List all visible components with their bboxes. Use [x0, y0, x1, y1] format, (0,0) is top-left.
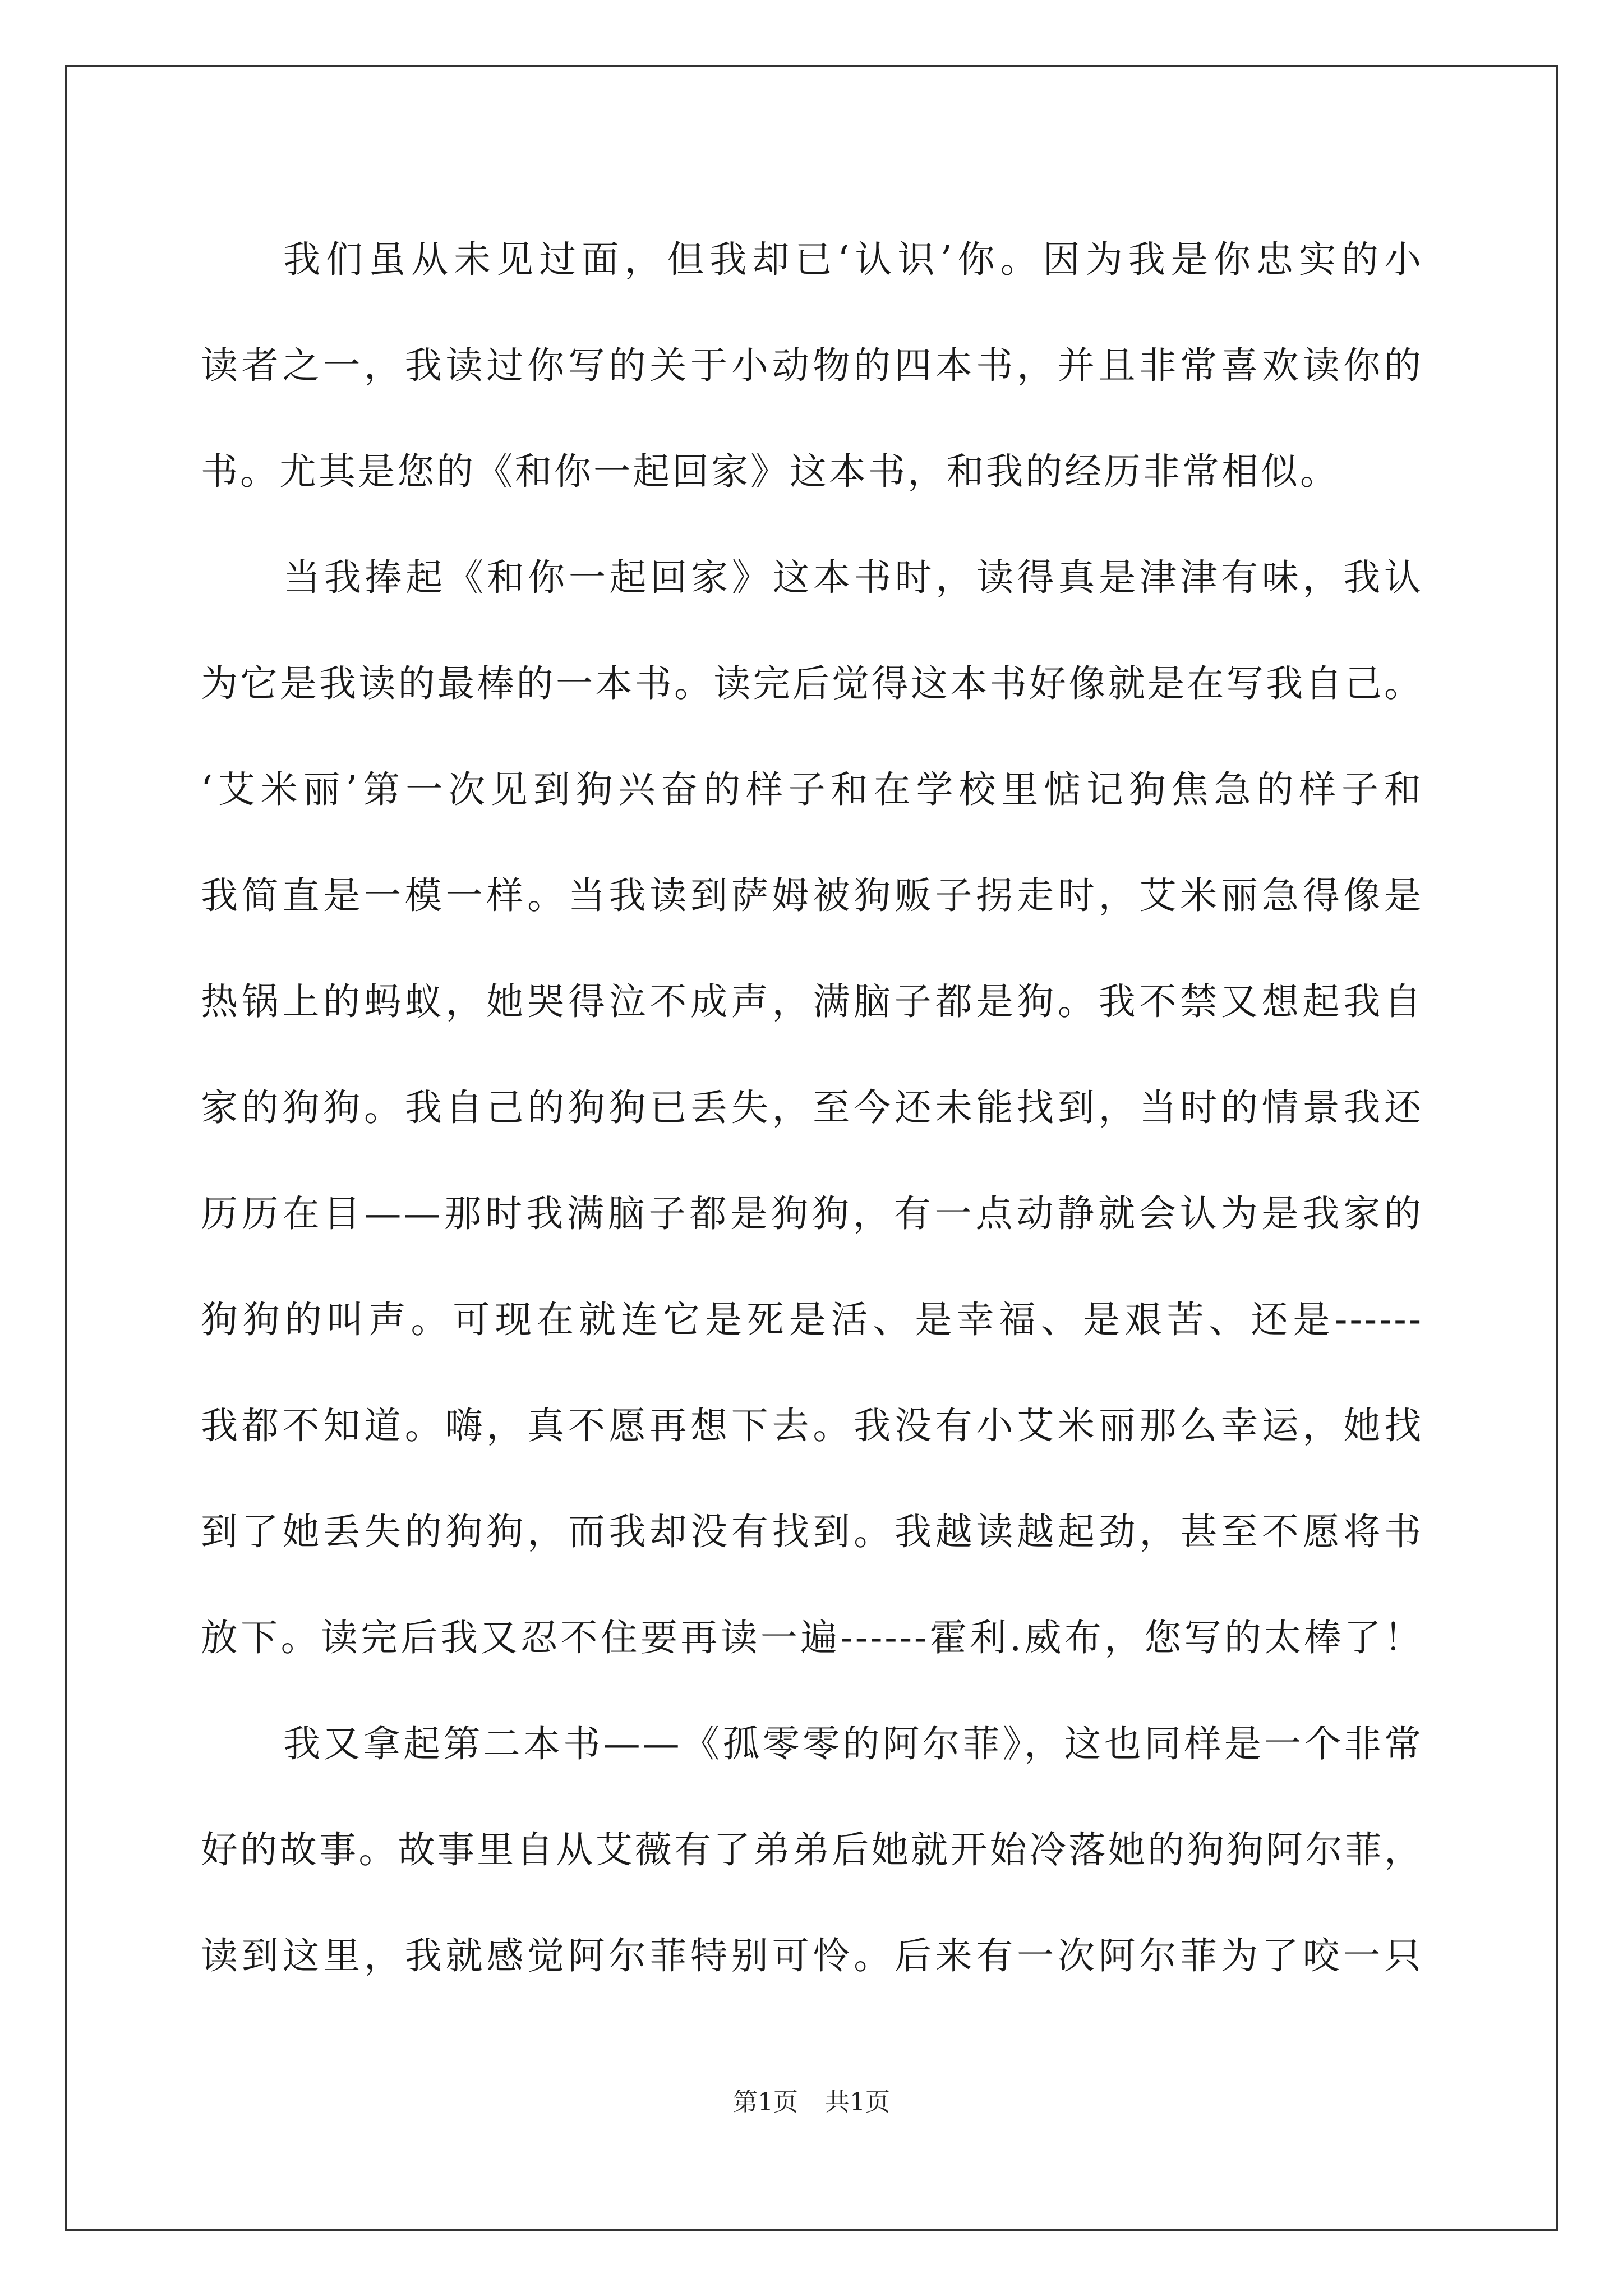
page-total: 共1页	[825, 2088, 890, 2116]
paragraph-3-line-1: 我又拿起第二本书——《孤零零的阿尔菲》，这也同样是一个非常	[283, 1722, 1423, 1765]
paragraph-2-line-6: 家的狗狗。我自己的狗狗已丢失，至今还未能找到，当时的情景我还	[201, 1086, 1423, 1129]
paragraph-2-line-2: 为它是我读的最棒的一本书。读完后觉得这本书好像就是在写我自己。	[201, 662, 1423, 705]
paragraph-2-line-11: 放下。读完后我又忍不住要再读一遍------霍利.威布，您写的太棒了！	[201, 1616, 1423, 1659]
paragraph-2-line-5: 热锅上的蚂蚁，她哭得泣不成声，满脑子都是狗。我不禁又想起我自	[201, 980, 1423, 1023]
paragraph-2-line-7: 历历在目——那时我满脑子都是狗狗，有一点动静就会认为是我家的	[201, 1192, 1423, 1235]
paragraph-2-line-10: 到了她丢失的狗狗，而我却没有找到。我越读越起劲，甚至不愿将书	[201, 1510, 1423, 1553]
paragraph-2-line-4: 我简直是一模一样。当我读到萨姆被狗贩子拐走时，艾米丽急得像是	[201, 874, 1423, 917]
paragraph-1-line-3: 书。尤其是您的《和你一起回家》这本书，和我的经历非常相似。	[201, 450, 1339, 493]
paragraph-2-line-9: 我都不知道。嗨，真不愿再想下去。我没有小艾米丽那么幸运，她找	[201, 1404, 1423, 1447]
paragraph-3-line-2: 好的故事。故事里自从艾薇有了弟弟后她就开始冷落她的狗狗阿尔菲，	[201, 1828, 1423, 1871]
page-footer	[0, 2086, 1623, 2119]
paragraph-2-line-3: ‘艾米丽’第一次见到狗兴奋的样子和在学校里惦记狗焦急的样子和	[201, 768, 1423, 811]
page-number: 第1页	[733, 2088, 798, 2116]
paragraph-1-line-1: 我们虽从未见过面，但我却已‘认识’你。因为我是你忠实的小	[283, 238, 1423, 281]
document-body	[201, 206, 1423, 2009]
paragraph-2-line-8: 狗狗的叫声。可现在就连它是死是活、是幸福、是艰苦、还是------	[201, 1298, 1423, 1341]
paragraph-1-line-2: 读者之一，我读过你写的关于小动物的四本书，并且非常喜欢读你的	[201, 344, 1423, 387]
paragraph-3-line-3: 读到这里，我就感觉阿尔菲特别可怜。后来有一次阿尔菲为了咬一只	[201, 1934, 1423, 1977]
paragraph-2-line-1: 当我捧起《和你一起回家》这本书时，读得真是津津有味，我认	[283, 556, 1423, 599]
